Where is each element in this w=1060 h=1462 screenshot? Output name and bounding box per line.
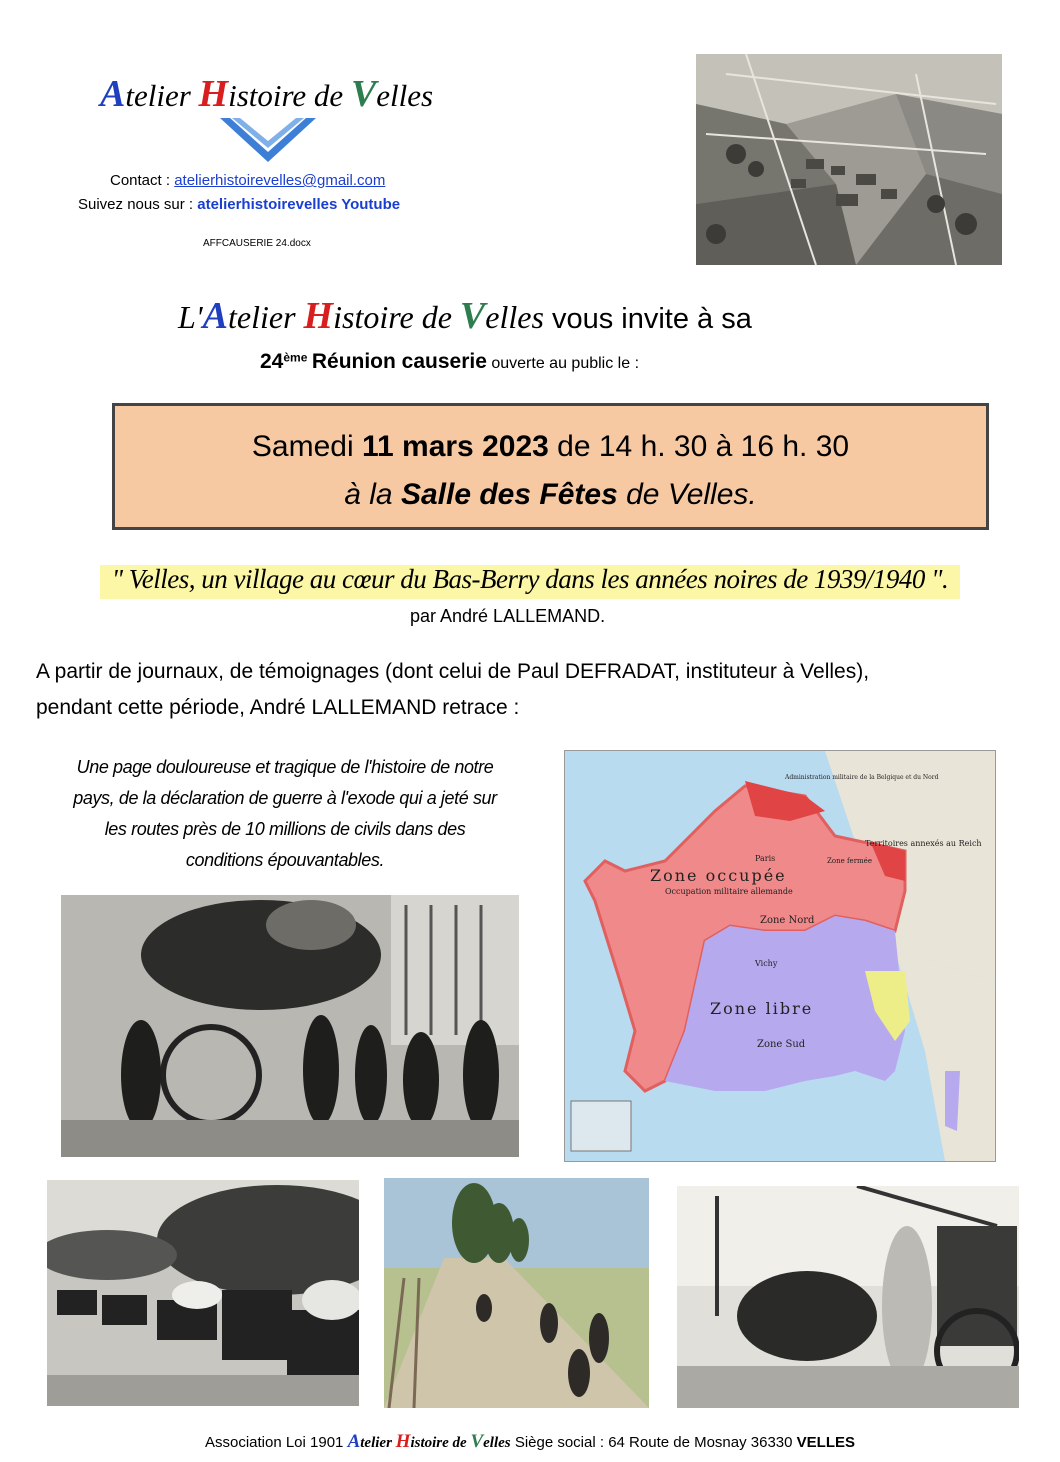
footer-letter-h: H: [395, 1431, 411, 1452]
footer-prefix: Association Loi 1901: [204, 1434, 344, 1451]
map-label-territoires: Territoires annexés au Reich: [865, 839, 982, 848]
description: [30, 752, 540, 876]
map-label-zone-sud: Zone Sud: [757, 1039, 806, 1050]
footer: [0, 1431, 1060, 1453]
intro-line-2: pendant cette période, André LALLEMAND retrace :: [36, 696, 520, 719]
file-name: AFFCAUSERIE 24.docx: [203, 238, 311, 249]
invite-line: [178, 294, 752, 338]
logo-title: [100, 72, 433, 116]
aerial-photo: [696, 54, 1002, 265]
meeting-number: 24: [260, 350, 284, 373]
invite-text-1: telier: [228, 299, 304, 335]
event-box: [112, 403, 989, 530]
invite-letter-h: H: [303, 295, 334, 337]
event-time: de 14 h. 30 à 16 h. 30: [557, 430, 850, 463]
meeting-title: Réunion causerie: [311, 350, 487, 373]
refugees-cart-photo: [61, 895, 519, 1157]
follow-line: [78, 196, 400, 213]
youtube-link[interactable]: atelierhistoirevelles Youtube: [197, 196, 401, 213]
event-place-suffix: de Velles.: [626, 478, 757, 511]
event-place: Salle des Fêtes: [400, 478, 618, 511]
map-label-vichy: Vichy: [755, 959, 778, 968]
meeting-rest: ouverte au public le :: [491, 355, 640, 372]
car-convoy-photo: [47, 1180, 359, 1406]
map-label-zone-libre: Zone libre: [710, 999, 814, 1018]
contact-line: [110, 172, 385, 189]
follow-label: Suivez nous sur :: [78, 196, 194, 213]
description-line-2: pays, de la déclaration de guerre à l'exode qui a jeté sur: [73, 788, 497, 808]
logo-v-icon: [218, 114, 318, 166]
logo-letter-v: V: [350, 73, 377, 115]
footer-town: VELLES: [796, 1434, 856, 1451]
contact-email-link[interactable]: atelierhistoirevelles@gmail.com: [174, 172, 386, 189]
event-date-line: [115, 430, 986, 464]
footer-logo-text-2: istoire de: [410, 1435, 471, 1451]
invite-prefix: L': [178, 299, 203, 335]
france-map: [564, 750, 996, 1162]
map-label-occupation: Occupation militaire allemande: [665, 887, 793, 896]
footer-logo-text-3: elles: [483, 1435, 511, 1451]
invite-text-3: elles: [485, 299, 544, 335]
footer-letter-a: A: [347, 1431, 361, 1452]
invite-text-2: istoire de: [333, 299, 460, 335]
meeting-sup: ème: [283, 350, 308, 365]
logo-letter-h: H: [198, 73, 229, 115]
map-label-zone-occupee: Zone occupée: [650, 866, 787, 885]
map-label-zone-nord: Zone Nord: [760, 915, 815, 926]
horse-cart-photo: [677, 1186, 1019, 1408]
road-exodus-photo: [384, 1178, 649, 1408]
event-place-prefix: à la: [344, 478, 393, 511]
logo-text-1: telier: [125, 78, 199, 113]
footer-letter-v: V: [470, 1431, 484, 1452]
logo-text-3: elles: [376, 78, 434, 113]
map-label-paris: Paris: [755, 854, 776, 863]
contact-label: Contact :: [110, 172, 171, 189]
meeting-line: [260, 350, 639, 374]
invite-letter-v: V: [459, 295, 486, 337]
talk-title-text: " Velles, un village au cœur du Bas-Berry dans les années noires de 1939/1940 ".: [111, 564, 949, 594]
logo-letter-a: A: [100, 73, 126, 115]
footer-logo-text-1: telier: [360, 1435, 396, 1451]
intro-line-1: A partir de journaux, de témoignages (dont celui de Paul DEFRADAT, instituteur à Velles),: [36, 660, 870, 683]
description-line-1: Une page douloureuse et tragique de l'histoire de notre: [76, 757, 494, 777]
map-label-admin: Administration militaire de la Belgique et du Nord: [785, 774, 939, 781]
footer-logo: [347, 1431, 511, 1452]
speaker: par André LALLEMAND.: [410, 606, 606, 626]
invite-suffix: vous invite à sa: [543, 303, 752, 335]
description-line-3: les routes près de 10 millions de civils dans des: [104, 819, 466, 839]
event-date: 11 mars 2023: [361, 430, 549, 463]
invite-letter-a: A: [202, 295, 228, 337]
logo-text-2: istoire de: [228, 78, 351, 113]
description-line-4: conditions épouvantables.: [185, 850, 385, 870]
event-day: Samedi: [251, 430, 354, 463]
map-label-zone-fermee: Zone fermée: [827, 857, 872, 865]
footer-address: Siège social : 64 Route de Mosnay 36330: [514, 1434, 793, 1451]
event-place-line: [115, 478, 986, 512]
